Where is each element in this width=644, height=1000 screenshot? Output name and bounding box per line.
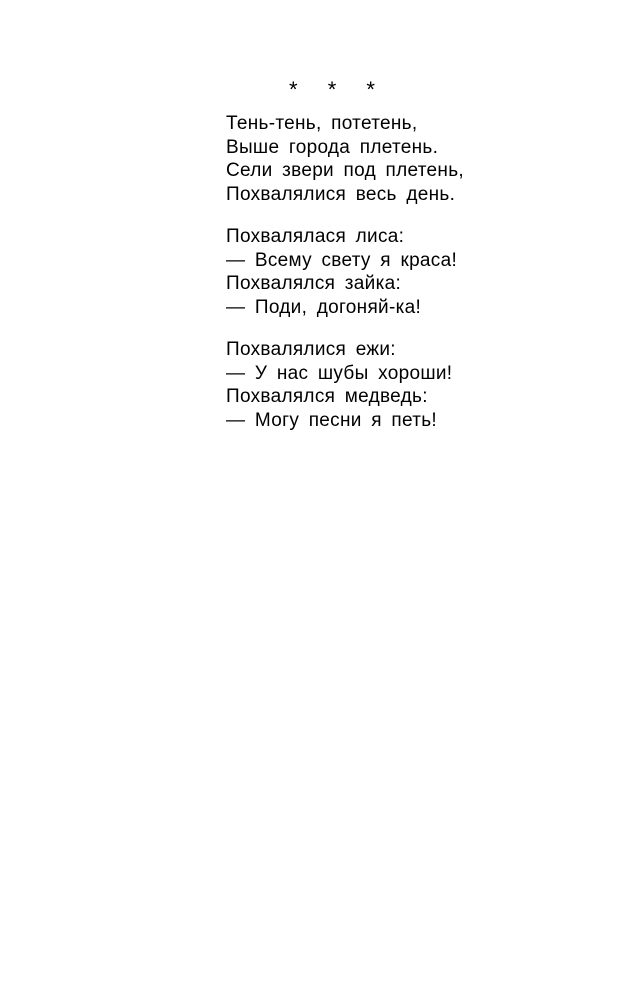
poem-line: Похвалялся медведь: — [226, 386, 428, 407]
poem-body — [226, 112, 626, 451]
section-separator: * * * — [289, 77, 387, 102]
poem-line: Похвалялися весь день. — [226, 183, 456, 205]
stanza-1 — [226, 112, 626, 206]
poem-line: Похвалялася лиса: — [226, 226, 405, 247]
poem-line: Сели звери под плетень, — [226, 160, 464, 181]
poem-line: Похвалялися ежи: — [226, 339, 396, 360]
poem-line: Тень-тень, потетень, — [226, 113, 418, 134]
stanza-3 — [226, 338, 626, 432]
poem-line: — Всему свету я краса! — [226, 249, 458, 271]
poem-line: Выше города плетень. — [226, 136, 439, 158]
poem-line: — У нас шубы хороши! — [226, 362, 453, 384]
poem-line: Похвалялся зайка: — [226, 273, 402, 294]
stanza-2 — [226, 225, 626, 319]
poem-line: — Поди, догоняй-ка! — [226, 296, 422, 318]
poem-line: — Могу песни я петь! — [226, 409, 438, 431]
